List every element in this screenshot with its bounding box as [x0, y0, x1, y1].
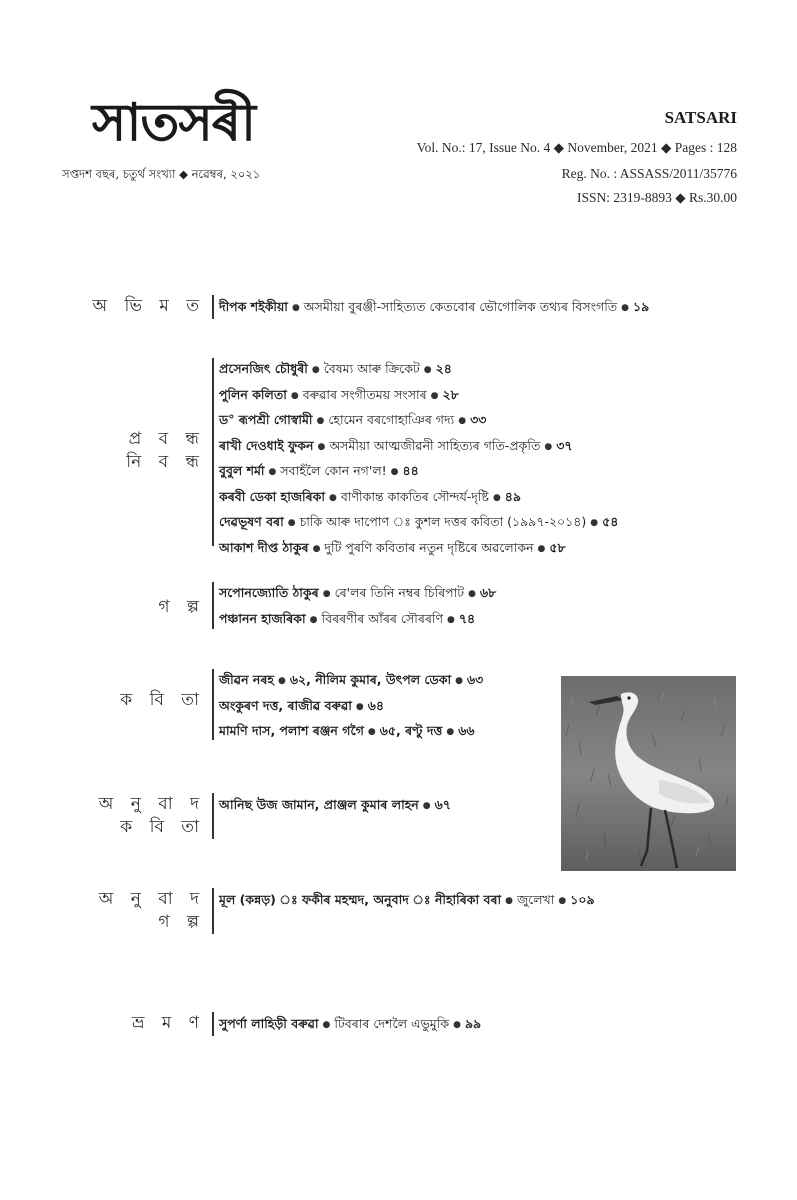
section-heading: ক বি তা: [120, 690, 205, 710]
issn-price: ISSN: 2319-8893 ◆ Rs.30.00: [576, 190, 737, 205]
bullet-separator: ●: [422, 801, 431, 811]
toc-entry[interactable]: [219, 536, 759, 562]
bullet-separator: ●: [291, 303, 300, 313]
entry-author: মামণি দাস, পলাশ ৰঞ্জন গগৈ: [219, 723, 364, 738]
section-divider: [212, 358, 214, 546]
bullet-separator: ●: [312, 543, 321, 554]
section-heading: গ ল্প: [158, 912, 205, 932]
bullet-separator: ●: [544, 441, 553, 452]
entry-author: পুলিন কলিতা: [219, 386, 287, 402]
entry-author: জীৱন নৰহ: [219, 672, 274, 687]
entry-page-number: ৬৭: [434, 797, 451, 812]
entry-page-number: ৬৮: [479, 585, 497, 600]
bullet-separator: ●: [447, 614, 455, 625]
entry-author: প্ৰসেনজিৎ চৌধুৰী: [219, 361, 308, 376]
section-divider: [212, 669, 214, 740]
section-heading: ক বি তা: [120, 817, 205, 837]
bullet-separator: ●: [311, 365, 320, 375]
bullet-separator: ●: [558, 896, 567, 906]
entry-page-number: ২৮: [442, 386, 459, 402]
entry-page-number: ৫৮: [549, 539, 566, 555]
bullet-separator: ●: [329, 492, 337, 503]
toc-entry[interactable]: [219, 357, 759, 383]
bullet-separator: ●: [277, 676, 286, 686]
section-heading: নি ব ন্ধ: [126, 452, 205, 472]
section-heading: অ নু বা দ: [98, 889, 205, 909]
entry-title: বৰুৱাৰ সংগীতময় সংসাৰ: [302, 386, 427, 402]
entry-page-number: ২৪: [435, 361, 452, 376]
toc-entry[interactable]: [219, 485, 759, 511]
bullet-separator: ●: [423, 365, 432, 375]
entry-page-number: ৫৪: [602, 514, 619, 529]
bullet-separator: ●: [322, 589, 331, 599]
entry-author-extra: , ৰণ্টু দত্ত: [396, 723, 443, 738]
entry-page-number: ৪৯: [504, 488, 522, 504]
bullet-separator: ●: [453, 1020, 461, 1030]
entry-title: হোমেন বৰগোহাঞিৰ গদ্য: [328, 412, 455, 427]
bullet-separator: ●: [287, 518, 296, 528]
entry-page-number: ৬৫: [379, 723, 396, 738]
entry-title: বিৰৰণীৰ আঁৰৰ সৌৰৰণি: [321, 610, 444, 626]
bullet-separator: ●: [430, 390, 439, 401]
entry-page-number: ৬৩: [466, 672, 484, 687]
bullet-separator: ●: [458, 416, 467, 426]
section-divider: [212, 793, 214, 839]
entry-page-number: ৭৪: [458, 610, 476, 626]
entry-title: বাণীকান্ত কাকতিৰ সৌন্দৰ্য-দৃষ্টি: [340, 488, 489, 504]
entry-page-number: ৪৪: [402, 463, 419, 478]
toc-entry[interactable]: [219, 383, 759, 409]
section-divider: [212, 582, 214, 629]
entry-author: ৰাখী দেওধাই ফুকন: [219, 437, 314, 453]
section-heading: গ ল্প: [158, 597, 205, 617]
entry-author: অংকুৰণ দত্ত, ৰাজীৱ বৰুৱা: [219, 697, 352, 713]
entry-author: আকাশ দীপ্ত ঠাকুৰ: [219, 539, 309, 555]
entry-title: টিবৰাৰ দেশলৈ এভুমুকি: [334, 1016, 450, 1031]
bullet-separator: ●: [309, 614, 318, 625]
bullet-separator: ●: [390, 467, 399, 477]
entry-page-number: ৬২: [289, 672, 307, 687]
entry-author: সুপৰ্ণা লাহিড়ী বৰুৱা: [219, 1016, 319, 1031]
toc-entry[interactable]: [219, 607, 759, 633]
bullet-separator: ●: [492, 492, 501, 503]
entry-author: সপোনজ্যোতি ঠাকুৰ: [219, 585, 319, 600]
entry-author: দীপক শইকীয়া: [219, 299, 288, 314]
toc-entry[interactable]: [219, 1012, 759, 1038]
bullet-separator: ●: [322, 1020, 331, 1030]
entry-title: অসমীয়া বুৰঞ্জী-সাহিত্যত কেতবোৰ ভৌগোলিক তথ্যৰ বিসংগতি: [303, 299, 618, 314]
bullet-separator: ●: [317, 441, 326, 452]
section-heading: অ ভি ম ত: [92, 296, 205, 316]
egret-photo: [561, 676, 736, 871]
entry-author: দেৱভূষণ বৰা: [219, 514, 284, 529]
toc-entry[interactable]: [219, 581, 759, 607]
entry-author: আনিছ উজ জামান, প্ৰাঞ্জল কুমাৰ লাহন: [219, 797, 419, 812]
entry-page-number: ৯৯: [464, 1016, 482, 1031]
bullet-separator: ●: [621, 303, 630, 313]
bullet-separator: ●: [268, 467, 277, 477]
entry-page-number: ৬৪: [367, 697, 385, 713]
entry-title: সবাহঁলৈ কোন নগ'ল!: [280, 463, 387, 478]
section-heading: অ নু বা দ: [98, 794, 205, 814]
entry-title: দুটি পুৰণি কবিতাৰ নতুন দৃষ্টিৰে অৱলোকন: [324, 539, 534, 555]
magazine-logo: সাতসৰী: [92, 92, 255, 153]
section-divider: [212, 1012, 214, 1036]
toc-entry[interactable]: [219, 510, 759, 536]
toc-entry[interactable]: [219, 888, 759, 914]
entry-author: বুবুল শৰ্মা: [219, 463, 265, 478]
entry-page-number: ৩৩: [470, 412, 487, 427]
volume-issue-line: Vol. No.: 17, Issue No. 4 ◆ November, 2021 ◆ Pages : 128: [416, 140, 737, 155]
entry-page-number: ৬৬: [458, 723, 475, 738]
egret-image: [561, 676, 736, 871]
entry-title: অসমীয়া আত্মজীৱনী সাহিত্যৰ গতি-প্ৰকৃতি: [329, 437, 541, 453]
bullet-separator: ●: [537, 543, 546, 554]
brand-name: SATSARI: [664, 108, 737, 127]
logo-subtitle: সপ্তদশ বছৰ, চতুৰ্থ সংখ্যা ◆ নৱেম্বৰ, ২০২১: [62, 167, 261, 181]
toc-entry[interactable]: [219, 408, 759, 434]
bullet-separator: ●: [355, 701, 364, 712]
toc-entry[interactable]: [219, 434, 759, 460]
bullet-separator: ●: [505, 896, 513, 906]
toc-entry[interactable]: [219, 295, 759, 321]
section-divider: [212, 295, 214, 319]
bullet-separator: ●: [316, 416, 325, 426]
entry-author-extra: , নীলিম কুমাৰ, উৎপল ডেকা: [306, 672, 452, 687]
entry-author: পঞ্চানন হাজৰিকা: [219, 610, 306, 626]
bullet-separator: ●: [446, 727, 455, 737]
bullet-separator: ●: [367, 727, 376, 737]
entry-title: চাকি আৰু দাপোণ ঃ কুশল দত্তৰ কবিতা (১৯৯৭-২০১৪): [299, 514, 587, 529]
entry-author: ড° ৰূপশ্ৰী গোস্বামী: [219, 412, 313, 427]
entry-title: ৰে'লৰ তিনি নম্বৰ চিৰিপাট: [334, 585, 465, 600]
bullet-separator: ●: [455, 676, 463, 686]
toc-entry[interactable]: [219, 459, 759, 485]
entry-title: জুলেখা: [517, 892, 555, 907]
section-heading: ভ্ৰ ম ণ: [131, 1013, 205, 1033]
entry-page-number: ১৯: [633, 299, 650, 314]
entry-author: মূল (কন্নড়) ঃ ফকীৰ মহম্মদ, অনুবাদ ঃ নীহাৰিকা বৰা: [219, 892, 502, 907]
section-heading: প্ৰ ব ন্ধ: [128, 429, 205, 449]
bullet-separator: ●: [590, 518, 599, 528]
entry-title: বৈষম্য আৰু ক্ৰিকেট: [323, 361, 420, 376]
section-divider: [212, 888, 214, 934]
entry-page-number: ৩৭: [556, 437, 573, 453]
entry-page-number: ১০৯: [570, 892, 595, 907]
bullet-separator: ●: [290, 390, 299, 401]
bullet-separator: ●: [468, 589, 476, 599]
registration-number: Reg. No. : ASSASS/2011/35776: [561, 166, 737, 181]
entry-author: কৰবী ডেকা হাজৰিকা: [219, 488, 326, 504]
